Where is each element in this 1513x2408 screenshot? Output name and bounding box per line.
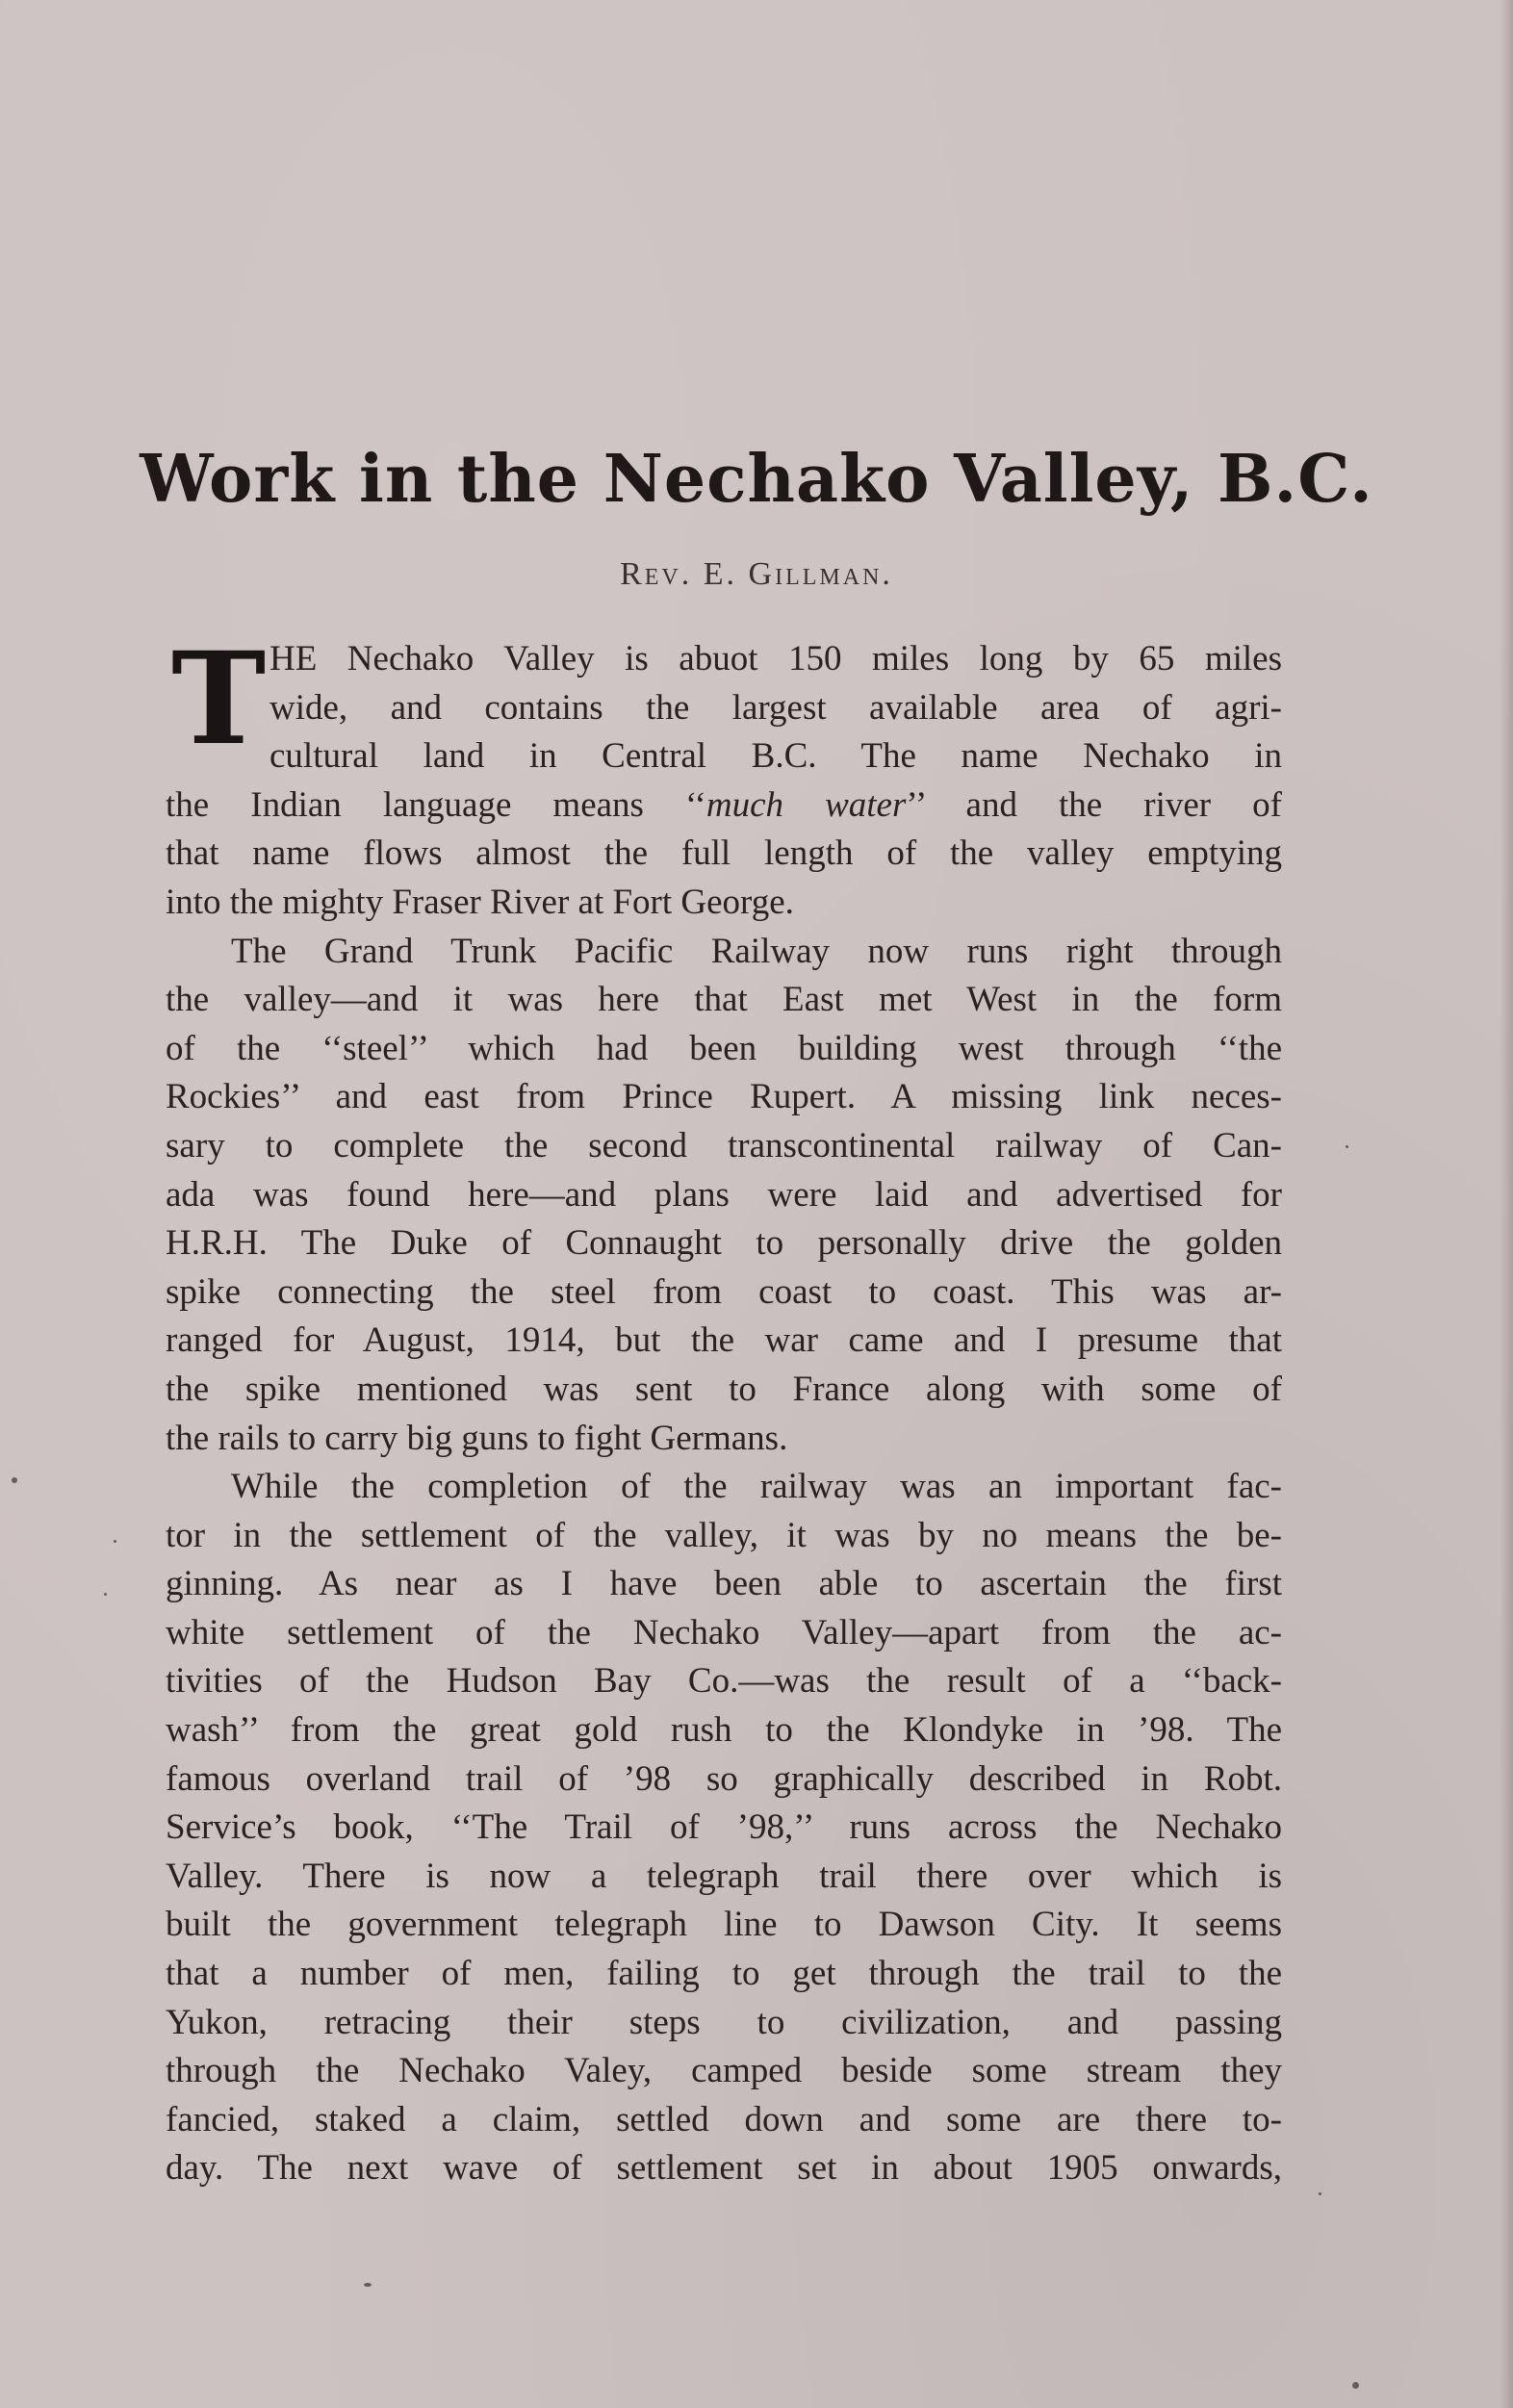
text-line: cultural land in Central B.C. The name Nechako in [269,736,1282,777]
text-line: Yukon, retracing their steps to civilization, and passing [166,2002,1282,2042]
paper-speck [104,1593,107,1596]
text-line: ranged for August, 1914, but the war came and I presume that [166,1320,1282,1361]
text-line: While the completion of the railway was an important fac- [231,1467,1282,1507]
text-line: built the government telegraph line to Dawson City. It seems [166,1905,1282,1945]
paper-speck [114,1540,116,1543]
text-line: HE Nechako Valley is abuot 150 miles long by 65 miles [269,639,1282,679]
article-title: Work in the Nechako Valley, B.C. [140,441,1373,518]
paper-speck [1319,2192,1321,2195]
text-line: Valley. There is now a telegraph trail there over which is [166,1856,1282,1896]
paper-speck [364,2283,372,2287]
text-line: Rockies’’ and east from Prince Rupert. A missing link neces- [166,1077,1282,1117]
text-line: that name flows almost the full length of the valley emptying [166,833,1282,874]
article-author: Rev. E. Gillman. [620,556,893,592]
text-line: of the ‘‘steel’’ which had been building west through ‘‘the [166,1028,1282,1068]
text-line: day. The next wave of settlement set in about 1905 onwards, [166,2148,1282,2189]
text-line: white settlement of the Nechako Valley—apart from the ac- [166,1612,1282,1652]
text-line: into the mighty Fraser River at Fort George. [166,882,794,922]
text-line: wide, and contains the largest available area of agri- [269,687,1282,728]
text-line: sary to complete the second transcontinental railway of Can- [166,1125,1282,1166]
page-edge-shadow [1500,0,1513,2408]
text-line: the valley—and it was here that East met West in the form [166,980,1282,1020]
text-line: wash’’ from the great gold rush to the Klondyke in ’98. The [166,1710,1282,1751]
paper-speck [1346,1145,1348,1148]
text-line: H.R.H. The Duke of Connaught to personally drive the golden [166,1223,1282,1264]
text-line: fancied, staked a claim, settled down and some are there to- [166,2099,1282,2139]
italic-phrase: much water [705,784,907,825]
text-line: that a number of men, failing to get through the trail to the [166,1954,1282,1994]
drop-cap: T [171,625,267,774]
text-line: ginning. As near as I have been able to ascertain the first [166,1564,1282,1604]
paper-speck [1352,2382,1359,2389]
text-line: famous overland trail of ’98 so graphically described in Robt. [166,1758,1282,1799]
text-line: tivities of the Hudson Bay Co.—was the result of a ‘‘back- [166,1661,1282,1702]
text-line: tor in the settlement of the valley, it was by no means the be- [166,1515,1282,1555]
paper-speck [12,1477,17,1483]
text-line: the rails to carry big guns to fight Germans. [166,1418,788,1458]
text-line: spike connecting the steel from coast to coast. This was ar- [166,1271,1282,1312]
text-line: ada was found here—and plans were laid and advertised for [166,1174,1282,1215]
text-line: through the Nechako Valey, camped beside some stream they [166,2051,1282,2091]
article-body [166,625,1282,2193]
text-line: the Indian language means ‘‘much water’’ and the river of [166,784,1282,825]
text-line: Service’s book, ‘‘The Trail of ’98,’’ runs across the Nechako [166,1807,1282,1848]
text-line: The Grand Trunk Pacific Railway now runs right through [231,931,1282,971]
text-line: the spike mentioned was sent to France along with some of [166,1369,1282,1409]
